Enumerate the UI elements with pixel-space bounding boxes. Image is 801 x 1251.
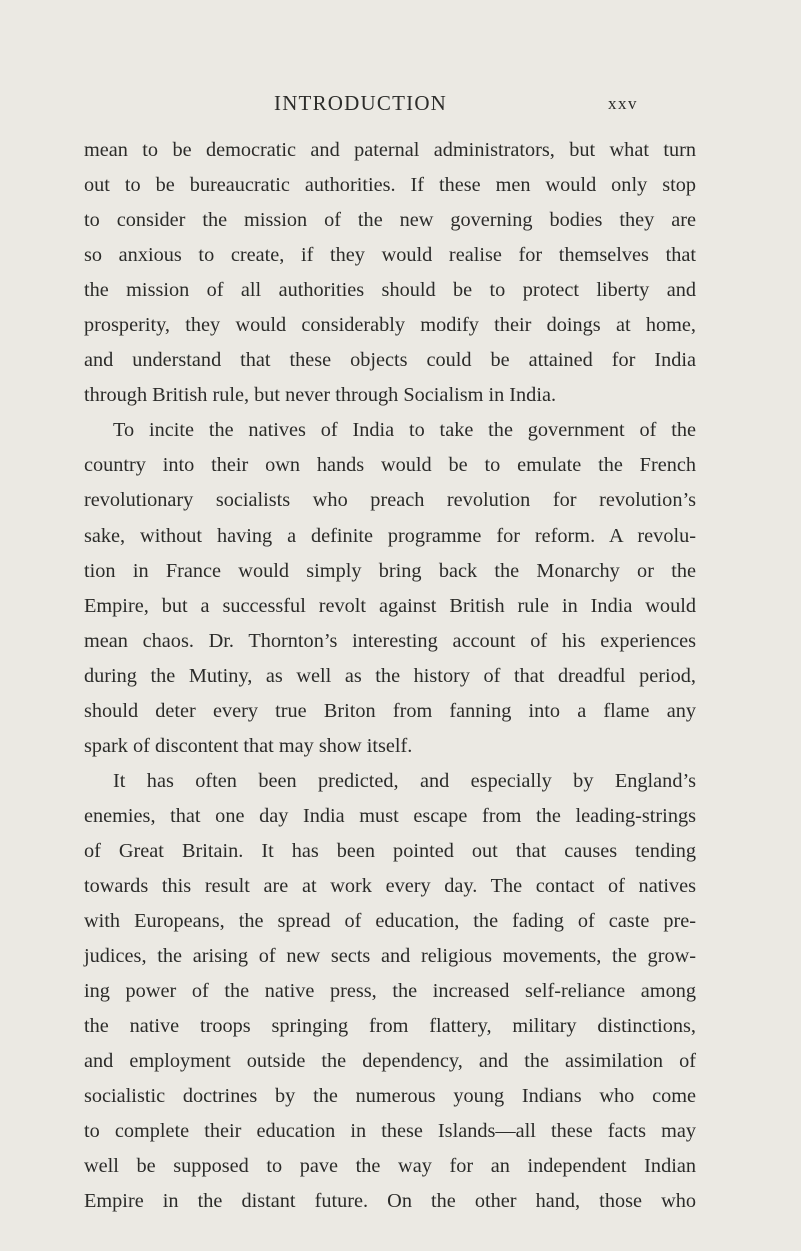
text-line: revolutionary socialists who preach revolution for revolution’s bbox=[84, 489, 696, 512]
text-line: through British rule, but never through Socialism in India. bbox=[84, 384, 557, 407]
page-number: xxv bbox=[608, 94, 638, 113]
text-line: to consider the mission of the new governing bodies they are bbox=[84, 209, 696, 232]
text-line: mean chaos. Dr. Thornton’s interesting account of his experiences bbox=[84, 629, 696, 652]
text-line: judices, the arising of new sects and religious movements, the grow- bbox=[84, 945, 696, 968]
text-line: so anxious to create, if they would realise for themselves that bbox=[84, 244, 696, 267]
text-line: spark of discontent that may show itself. bbox=[84, 734, 413, 757]
text-line: sake, without having a definite programme for reform. A revolu- bbox=[84, 524, 696, 547]
body-text bbox=[84, 133, 696, 1219]
text-line: Empire, but a successful revolt against British rule in India would bbox=[84, 594, 696, 617]
text-line: To incite the natives of India to take the government of the bbox=[113, 419, 696, 442]
text-line: should deter every true Briton from fanning into a flame any bbox=[84, 699, 696, 722]
text-line: towards this result are at work every day. The contact of natives bbox=[84, 874, 696, 897]
text-line: out to be bureaucratic authorities. If these men would only stop bbox=[84, 174, 696, 197]
text-line: prosperity, they would considerably modify their doings at home, bbox=[84, 314, 696, 337]
text-line: during the Mutiny, as well as the history of that dreadful period, bbox=[84, 664, 696, 687]
text-line: mean to be democratic and paternal administrators, but what turn bbox=[84, 139, 696, 161]
text-line: and understand that these objects could be attained for India bbox=[84, 349, 696, 372]
text-line: with Europeans, the spread of education, the fading of caste pre- bbox=[84, 910, 696, 933]
text-line: and employment outside the dependency, and the assimilation of bbox=[84, 1050, 696, 1073]
text-line: Empire in the distant future. On the other hand, those who bbox=[84, 1190, 696, 1213]
running-title: INTRODUCTION bbox=[274, 91, 448, 115]
text-line: socialistic doctrines by the numerous young Indians who come bbox=[84, 1085, 696, 1108]
text-line: to complete their education in these Islands—all these facts may bbox=[84, 1120, 696, 1143]
text-line: ing power of the native press, the increased self-reliance among bbox=[84, 980, 696, 1003]
running-head bbox=[0, 91, 801, 121]
text-line: well be supposed to pave the way for an independent Indian bbox=[84, 1155, 696, 1178]
text-line: tion in France would simply bring back the Monarchy or the bbox=[84, 559, 696, 582]
text-line: country into their own hands would be to emulate the French bbox=[84, 454, 696, 477]
text-line: It has often been predicted, and especially by England’s bbox=[113, 769, 696, 792]
text-line: enemies, that one day India must escape from the leading-strings bbox=[84, 804, 696, 827]
text-line: the native troops springing from flattery, military distinctions, bbox=[84, 1015, 696, 1038]
text-line: of Great Britain. It has been pointed out that causes tending bbox=[84, 839, 696, 862]
text-line: the mission of all authorities should be to protect liberty and bbox=[84, 279, 696, 302]
